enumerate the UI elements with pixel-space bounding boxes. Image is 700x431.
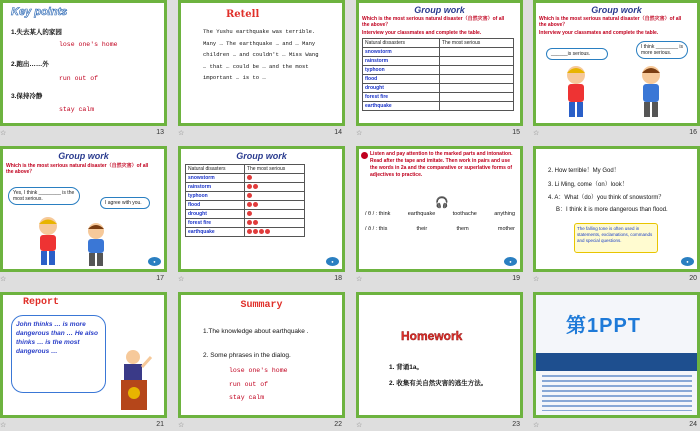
key-point-2-phrase: run out of bbox=[59, 75, 99, 82]
slide-number: 14 bbox=[334, 129, 342, 136]
slide-thumbnail-17[interactable] bbox=[0, 146, 167, 283]
slide-number: 23 bbox=[512, 421, 520, 428]
speech-bubble-right: I agree with you. bbox=[100, 197, 150, 209]
slide-star-icon: ☆ bbox=[0, 422, 7, 429]
speech-bubble-left: Yes, I think ________ is the most serious. bbox=[8, 187, 80, 205]
brand-logo: ● bbox=[681, 257, 694, 266]
bullet-icon bbox=[361, 152, 368, 159]
key-point-2: 2.跑出……外 bbox=[11, 61, 49, 68]
student-figure-icon bbox=[81, 221, 111, 267]
slide-instruction: Interview your classmates and complete the table. bbox=[539, 30, 659, 36]
table-row-label: earthquake bbox=[363, 102, 440, 111]
col-header: The most serious bbox=[439, 39, 513, 48]
key-point-3: 3.保持冷静 bbox=[11, 93, 43, 100]
summary-phrase: stay calm bbox=[229, 394, 265, 401]
table-row-label: drought bbox=[186, 210, 245, 219]
slide-number: 20 bbox=[689, 275, 697, 282]
slide-thumbnail-19[interactable] bbox=[356, 146, 523, 283]
slide-number: 21 bbox=[156, 421, 164, 428]
col-header: Natural disasters bbox=[186, 165, 245, 174]
slide-thumbnail-21[interactable] bbox=[0, 292, 167, 429]
brand-logo: ● bbox=[148, 257, 161, 266]
table-row-label: drought bbox=[363, 84, 440, 93]
table-row-label: snowstorm bbox=[186, 174, 245, 183]
summary-point-1: 1.The knowledge about earthquake . bbox=[203, 328, 309, 335]
table-row-label: flood bbox=[363, 75, 440, 84]
phonetic-row-2: / ð / : this their them mother bbox=[365, 226, 515, 232]
slide-thumbnail-23[interactable] bbox=[356, 292, 523, 429]
slide-thumbnail-18[interactable] bbox=[178, 146, 345, 283]
student-figure-icon bbox=[636, 63, 666, 121]
slide-question: Which is the most serious natural disaster（自然灾害）of all the above？ bbox=[6, 163, 149, 175]
brand-logo: 第1PPT bbox=[566, 315, 642, 337]
slide-thumbnail-14[interactable] bbox=[178, 0, 345, 137]
slide-thumbnail-15[interactable] bbox=[356, 0, 523, 137]
table-row-label: forest fire bbox=[186, 219, 245, 228]
brand-logo: ● bbox=[326, 257, 339, 266]
slide-star-icon: ☆ bbox=[356, 130, 363, 137]
table-row-label: rainstorm bbox=[186, 183, 245, 192]
slide-star-icon: ☆ bbox=[533, 130, 540, 137]
slide-instruction: Interview your classmates and complete the table. bbox=[362, 30, 482, 36]
dialog-line: 3. Li Ming, come（on）look！ bbox=[548, 182, 628, 188]
promo-content bbox=[542, 375, 692, 411]
col-header: The most serious bbox=[244, 165, 304, 174]
slide-star-icon: ☆ bbox=[0, 276, 7, 283]
slide-number: 22 bbox=[334, 421, 342, 428]
dialog-line: 2. How terrible！My God！ bbox=[548, 168, 620, 174]
table-row-label: snowstorm bbox=[363, 48, 440, 57]
listening-instructions: Listen and pay attention to the marked parts and intonation. Read after the tape and imitate. Then work in pairs and use the words in 2a and the comparative or superlative forms of adjectives to practice. bbox=[370, 151, 513, 178]
slide-thumbnail-16[interactable] bbox=[533, 0, 700, 137]
summary-phrase: lose one's home bbox=[229, 367, 288, 374]
slide-star-icon: ☆ bbox=[533, 276, 540, 283]
slide-title: Group work bbox=[591, 5, 642, 15]
phonetic-row-1: / θ / : think earthquake toothache anything bbox=[365, 211, 515, 217]
speaker-at-podium-icon bbox=[115, 347, 155, 413]
slide-title: Summary bbox=[240, 300, 283, 311]
key-point-1: 1.失去某人的家园 bbox=[11, 29, 62, 36]
slide-title: Homework bbox=[401, 329, 463, 343]
disaster-table bbox=[185, 164, 305, 237]
table-row-label: rainstorm bbox=[363, 57, 440, 66]
slide-thumbnail-24[interactable] bbox=[533, 292, 700, 429]
slide-star-icon: ☆ bbox=[356, 422, 363, 429]
student-figure-icon bbox=[33, 215, 63, 267]
slide-star-icon: ☆ bbox=[178, 130, 185, 137]
slide-title: Report bbox=[23, 297, 60, 308]
promo-banner bbox=[536, 353, 697, 371]
slide-thumbnail-20[interactable] bbox=[533, 146, 700, 283]
homework-item-2: 2. 收集有关自然灾害的逃生方法。 bbox=[389, 380, 488, 387]
slide-question: Which is the most serious natural disaster（自然灾害）of all the above？ bbox=[362, 16, 505, 28]
key-point-1-phrase: lose one's home bbox=[59, 41, 118, 48]
student-figure-icon bbox=[561, 63, 591, 121]
summary-phrase: run out of bbox=[229, 381, 269, 388]
slide-title: Group work bbox=[414, 5, 465, 15]
slide-star-icon: ☆ bbox=[0, 130, 7, 137]
speech-bubble-right: I think ________ is more serious. bbox=[636, 41, 688, 59]
slide-number: 16 bbox=[689, 129, 697, 136]
slide-star-icon: ☆ bbox=[533, 422, 540, 429]
slide-title: Key points bbox=[11, 6, 68, 18]
brand-logo: ● bbox=[504, 257, 517, 266]
slide-title: Group work bbox=[58, 151, 109, 161]
retell-text: The Yushu earthquake was terrible. Many … The earthquake … and … Many children … and couldn't … Miss Wang … that … could be … and the most important … is to … bbox=[203, 28, 319, 81]
slide-question: Which is the most serious natural disaster（自然灾害）of all the above？ bbox=[539, 16, 682, 28]
intonation-note: The falling tone is often used in statements, exclamations, commands and special questions. bbox=[574, 223, 658, 253]
headphones-icon: 🎧 bbox=[435, 197, 449, 209]
slide-star-icon: ☆ bbox=[178, 422, 185, 429]
speech-bubble-left: ______is serious. bbox=[546, 48, 608, 60]
slide-thumbnail-22[interactable] bbox=[178, 292, 345, 429]
slide-star-icon: ☆ bbox=[356, 276, 363, 283]
table-row-label: typhoon bbox=[186, 192, 245, 201]
table-row-label: flood bbox=[186, 201, 245, 210]
table-row-label: forest fire bbox=[363, 93, 440, 102]
slide-number: 18 bbox=[334, 275, 342, 282]
slide-number: 15 bbox=[512, 129, 520, 136]
slide-title: Retell bbox=[226, 9, 260, 20]
slide-thumbnail-13[interactable] bbox=[0, 0, 167, 137]
slide-number: 24 bbox=[689, 421, 697, 428]
slide-number: 13 bbox=[156, 129, 164, 136]
table-row-label: typhoon bbox=[363, 66, 440, 75]
dialog-line: 4. A：What（do）you think of snowstorm？ bbox=[548, 195, 665, 201]
homework-item-1: 1. 背诵1a。 bbox=[389, 364, 423, 371]
key-point-3-phrase: stay calm bbox=[59, 106, 95, 113]
slide-title: Group work bbox=[236, 151, 287, 161]
col-header: Natural dissasters bbox=[363, 39, 440, 48]
dialog-line: B：I think it is more dangerous than flood. bbox=[556, 207, 668, 213]
table-row-label: earthquake bbox=[186, 228, 245, 237]
report-text: John thinks … is more dangerous than … He also thinks … is the most dangerous … bbox=[11, 315, 106, 393]
summary-point-2: 2. Some phrases in the dialog. bbox=[203, 352, 291, 359]
slide-number: 19 bbox=[512, 275, 520, 282]
slide-number: 17 bbox=[156, 275, 164, 282]
slide-star-icon: ☆ bbox=[178, 276, 185, 283]
disaster-table bbox=[362, 38, 514, 111]
